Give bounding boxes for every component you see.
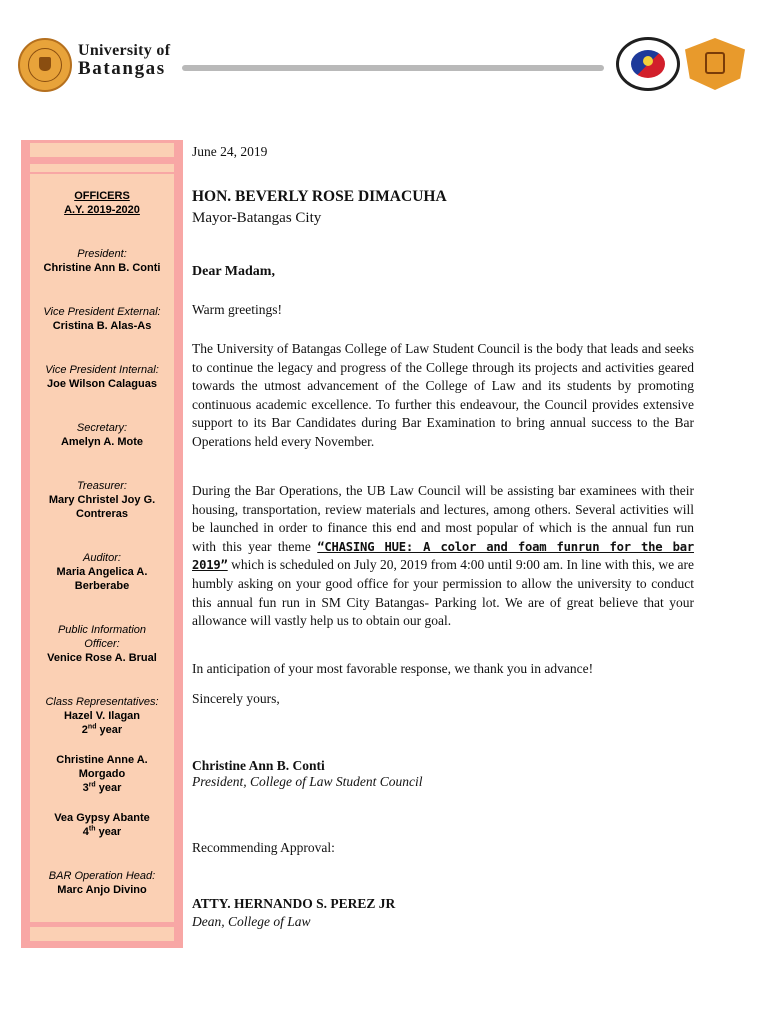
officers-heading: OFFICERS A.Y. 2019-2020 xyxy=(64,190,140,216)
university-of-label: University of xyxy=(78,42,171,59)
sidebar-panel xyxy=(30,174,174,922)
signatory-title: President, College of Law Student Council xyxy=(192,774,423,789)
officer-secretary: Secretary: Amelyn A. Mote xyxy=(60,422,144,448)
paragraph-2: During the Bar Operations, the UB Law Council will be assisting bar examinees with their housing, transportation, review materials and lectures, among others. Several activities will be launched in order to finance this end and most popular of which is the annual fun run with this year theme “CHASING HUE: A color and foam funrun for the bar 2019” which is scheduled on July 20, 2019 from 4:00 until 9:00 am. In line with this, we are humbly asking on your good office for your permission to allow the university to conduct this annual fun run in SM City Batangas- Parking lot. We are of great believe that your allowance will vastly help us to obtain our goal. xyxy=(192,483,694,629)
recommending-approval: Recommending Approval: xyxy=(192,840,335,855)
paragraph-3: In anticipation of your most favorable response, we thank you in advance! xyxy=(192,661,594,676)
university-of-batangas-seal-icon xyxy=(18,38,72,92)
university-name: Batangas xyxy=(78,58,166,79)
header-divider xyxy=(182,65,604,71)
signatory-name: Christine Ann B. Conti xyxy=(192,758,325,773)
rep-year: 4th year xyxy=(82,825,122,838)
law-student-council-seal-icon xyxy=(685,38,745,90)
salutation: Dear Madam, xyxy=(192,264,275,279)
approver-name: ATTY. HERNANDO S. PEREZ JR xyxy=(192,896,396,911)
sidebar-bottom-strip xyxy=(30,927,174,941)
officer-vp-internal: Vice President Internal: Joe Wilson Calaguas xyxy=(45,364,159,390)
officers-sidebar xyxy=(21,140,183,948)
rep-year: 3rd year xyxy=(82,781,122,794)
addressee-name: HON. BEVERLY ROSE DIMACUHA xyxy=(192,188,447,205)
bar-operation-head: BAR Operation Head: Marc Anjo Divino xyxy=(48,870,156,896)
closing: Sincerely yours, xyxy=(192,691,280,706)
paragraph-1: The University of Batangas College of Law Student Council is the body that leads and seeks to continue the legacy and progress of the College through its projects and activities geared towards the utmost advancement of the College of Law and its students by promoting continuous academic excellence. To further this endeavour, the Council provides extensive support to its Bar Candidates during Bar Examination to bring annual success to the Bar Operations held every November. xyxy=(192,341,694,449)
funrun-theme: “CHASING HUE: A color and foam funrun for the bar 2019” xyxy=(192,539,694,573)
officer-president: President: Christine Ann B. Conti xyxy=(43,248,161,274)
officer-auditor: Auditor: Maria Angelica A. Berberabe xyxy=(56,552,148,592)
officer-treasurer: Treasurer: Mary Christel Joy G. Contreras xyxy=(48,480,156,520)
greeting: Warm greetings! xyxy=(192,302,283,317)
class-representatives: Class Representatives: Hazel V. Ilagan 2nd year xyxy=(21,695,183,737)
sidebar-top-strip-2 xyxy=(30,164,174,172)
officer-pio: Public Information Officer: Venice Rose A. Brual xyxy=(47,624,157,664)
addressee-title: Mayor-Batangas City xyxy=(192,210,322,226)
college-of-law-seal-icon xyxy=(616,37,680,91)
letter-date: June 24, 2019 xyxy=(192,144,268,159)
rep-year: 2nd year xyxy=(81,723,123,736)
officer-vp-external: Vice President External: Cristina B. Alas-As xyxy=(43,306,161,332)
class-rep-3rd-year: Christine Anne A. Morgado 3rd year xyxy=(21,753,183,795)
sidebar-top-strip xyxy=(30,143,174,157)
approver-title: Dean, College of Law xyxy=(192,914,311,929)
class-rep-4th-year: Vea Gypsy Abante 4th year xyxy=(21,811,183,839)
